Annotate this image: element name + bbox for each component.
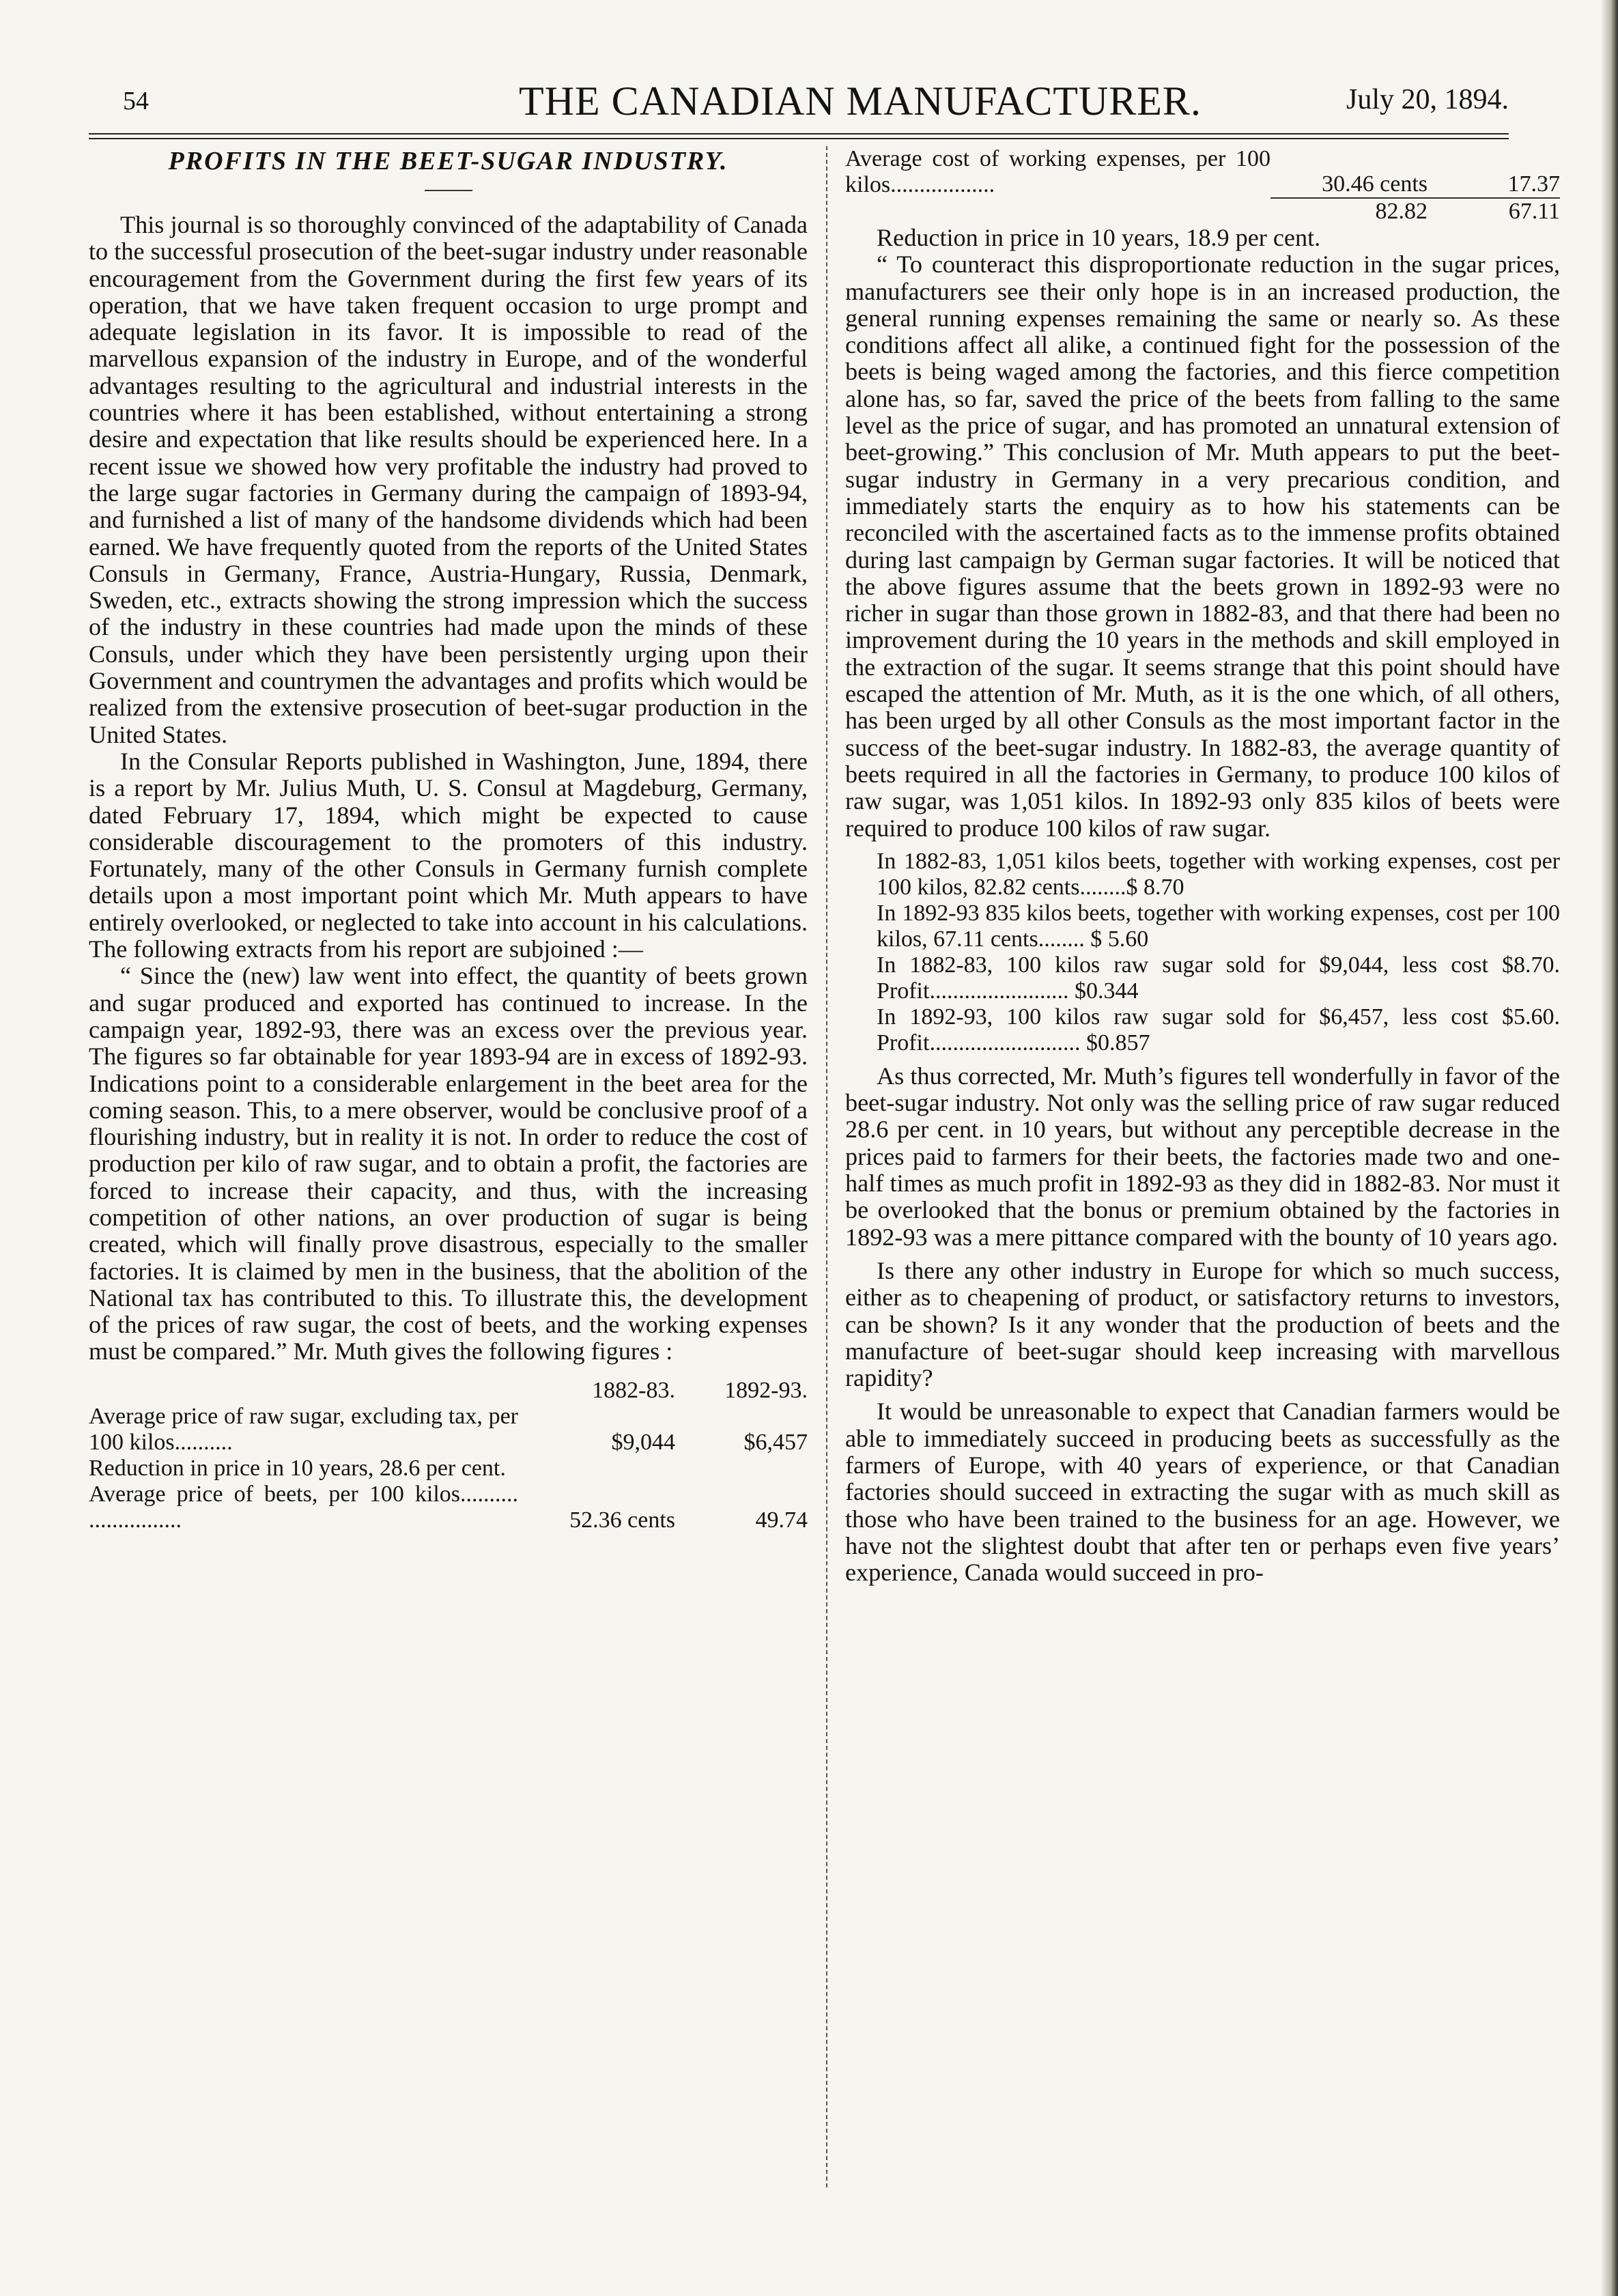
- column-divider: [826, 146, 827, 2187]
- calc-line: In 1892-93 835 kilos beets, together with working expenses, cost per 100 kilos, 67.11 cents........ $ 5.60: [877, 900, 1560, 952]
- cell-value: 17.37: [1507, 171, 1560, 197]
- table-row: [89, 1456, 808, 1482]
- row-label: Average cost of working expenses, per 100 kilos..................: [845, 146, 1271, 197]
- cell-value: $6,457: [743, 1429, 808, 1455]
- table-row: [89, 1482, 808, 1533]
- total-value: 82.82: [1271, 198, 1444, 225]
- figures-table: [89, 1378, 808, 1533]
- calc-line: In 1892-93, 100 kilos raw sugar sold for $6,457, less cost $5.60. Profit.......................... $0.857: [877, 1004, 1560, 1055]
- cell-value: 30.46 cents: [1322, 171, 1428, 197]
- total-value: 67.11: [1444, 198, 1560, 225]
- article-paragraph: Is there any other industry in Europe for which so much success, either as to cheapening of product, or satisfactory returns to investors, can be shown? Is it any wonder that the production of beets and the manufacture of beet-sugar should keep increasing with marvellous rapidity?: [845, 1256, 1560, 1392]
- figures-col-header: 1882-83.: [592, 1377, 675, 1403]
- calc-line: In 1882-83, 1,051 kilos beets, together with working expenses, cost per 100 kilos, 82.82 cents........$ 8.70: [877, 848, 1560, 900]
- issue-date: July 20, 1894.: [1346, 84, 1509, 115]
- figures-table-continued: [845, 146, 1560, 225]
- cell-value: $9,044: [611, 1429, 675, 1455]
- article-paragraph: It would be unreasonable to expect that Canadian farmers would be able to immediately succeed in producing beets as successfully as the farmers of Europe, with 40 years of experience, or that Canadian factories should succeed in extracting the sugar with as much skill as those who have been trained to the business for an age. However, we have not the slightest doubt that after ten or perhaps even five years’ experience, Canada would succeed in pro-: [845, 1398, 1560, 1587]
- article-paragraph: As thus corrected, Mr. Muth’s figures tell wonderfully in favor of the beet-sugar industry. Not only was the selling price of raw sugar reduced 28.6 per cent. in 10 years, but without any perceptible decrease in the prices paid to farmers for their beets, the factories made two and one-half times as much profit in 1892-93 as they did in 1882-83. Nor must it be overlooked that the bonus or premium obtained by the factories in 1892-93 was a mere pittance compared with the bounty of 10 years ago.: [845, 1062, 1560, 1251]
- row-label: Reduction in price in 10 years, 28.6 per cent.: [89, 1455, 506, 1481]
- calc-line: In 1882-83, 100 kilos raw sugar sold for $9,044, less cost $8.70. Profit........................ $0.344: [877, 952, 1560, 1004]
- article-paragraph: “ Since the (new) law went into effect, the quantity of beets grown and sugar produced and exported has continued to increase. In the campaign year, 1892-93, there was an excess over the previous year. The figures so far obtainable for year 1893-94 are in excess of 1892-93. Indications point to a considerable enlargement in the beet area for the coming season. This, to a mere observer, would be conclusive proof of a flourishing industry, but in reality it is not. In order to reduce the cost of production per kilo of raw sugar, and to obtain a profit, the factories are forced to increase their capacity, and thus, with the increasing competition of other nations, an over production of sugar is being created, which will finally prove disastrous, especially to the smaller factories. It is claimed by men in the business, that the abolition of the National tax has contributed to this. To illustrate this, the development of the prices of raw sugar, the cost of beets, and the working expenses must be compared.” Mr. Muth gives the following figures :: [89, 962, 808, 1365]
- cell-value: 49.74: [755, 1507, 808, 1533]
- article-paragraph: “ To counteract this disproportionate reduction in the sugar prices, manufacturers see their only hope is in an increased production, the general running expenses remaining the same or nearly so. As these conditions affect all alike, a continued fight for the possession of the beets is being waged among the factories, and this fierce competition alone has, so far, saved the price of the beets from falling to the same level as the price of sugar, and has promoted an unnatural extension of beet-growing.” This conclusion of Mr. Muth appears to put the beet-sugar industry in Germany in a very precarious condition, and immediately starts the enquiry as to how his statements can be reconciled with the ascertained facts as to the immense profits obtained during last campaign by German sugar factories. It will be noticed that the above figures assume that the beets grown in 1892-93 were no richer in sugar than those grown in 1882-83, and that there had been no improvement during the 10 years in the methods and skill employed in the extraction of the sugar. It seems strange that this point should have escaped the attention of Mr. Muth, as it is the one which, of all others, has been urged by all other Consuls as the most important factor in the success of the beet-sugar industry. In 1882-83, the average quantity of beets required in all the factories in Germany, to produce 100 kilos of raw sugar, was 1,051 kilos. In 1892-93 only 835 kilos of beets were required to produce 100 kilos of raw sugar.: [845, 251, 1560, 842]
- calculation-lines: [845, 849, 1560, 1056]
- page-header: [82, 72, 1522, 127]
- header-rule: [89, 133, 1509, 139]
- row-label: Average price of raw sugar, excluding tax, per 100 kilos..........: [89, 1403, 518, 1455]
- right-column: [845, 146, 1560, 1586]
- total-row: [845, 198, 1560, 225]
- article-paragraph: This journal is so thoroughly convinced of the adaptability of Canada to the successful prosecution of the beet-sugar industry under reasonable encouragement from the Government during the first few years of its operation, that we have taken frequent occasion to urge prompt and adequate legislation in its favor. It is impossible to read of the marvellous expansion of the industry in Europe, and of the wonderful advantages resulting to the agricultural and industrial interests in the countries where it has been established, without entertaining a strong desire and expectation that like results should be experienced here. In a recent issue we showed how very profitable the industry had proved to the large sugar factories in Germany during the campaign of 1893-94, and furnished a list of many of the handsome dividends which had been earned. We have frequently quoted from the reports of the United States Consuls in Germany, France, Austria-Hungary, Russia, Denmark, Sweden, etc., extracts showing the strong impression which the success of the industry in these countries had made upon the minds of these Consuls, under which they have been persistently urging upon their Government and countrymen the advantages and profits which would be realized from the extensive prosecution of beet-sugar production in the United States.: [89, 211, 808, 748]
- table-row: [845, 146, 1560, 198]
- article-paragraph: In the Consular Reports published in Washington, June, 1894, there is a report by Mr. Julius Muth, U. S. Consul at Magdeburg, Germany, dated February 17, 1894, which might be expected to cause considerable discouragement to the promoters of this industry. Fortunately, many of the other Consuls in Germany furnish complete details upon a most important point which Mr. Muth appears to have entirely overlooked, or neglected to take into account in his calculations. The following extracts from his report are subjoined :—: [89, 747, 808, 963]
- article-headline: PROFITS IN THE BEET-SUGAR INDUSTRY.: [168, 147, 728, 175]
- table-row: [89, 1404, 808, 1456]
- cell-value: 52.36 cents: [569, 1507, 675, 1533]
- reduction-note: Reduction in price in 10 years, 18.9 per cent.: [877, 224, 1321, 251]
- masthead-title: THE CANADIAN MANUFACTURER.: [519, 79, 1202, 124]
- left-column: [89, 146, 808, 1533]
- row-label: Average price of beets, per 100 kilos.......... ................: [89, 1481, 518, 1533]
- scan-edge-shadow: [1600, 0, 1618, 2296]
- page-number: 54: [123, 87, 149, 115]
- figures-header-row: [89, 1378, 808, 1404]
- figures-col-header: 1892-93.: [724, 1377, 808, 1403]
- headline-rule: [425, 190, 472, 191]
